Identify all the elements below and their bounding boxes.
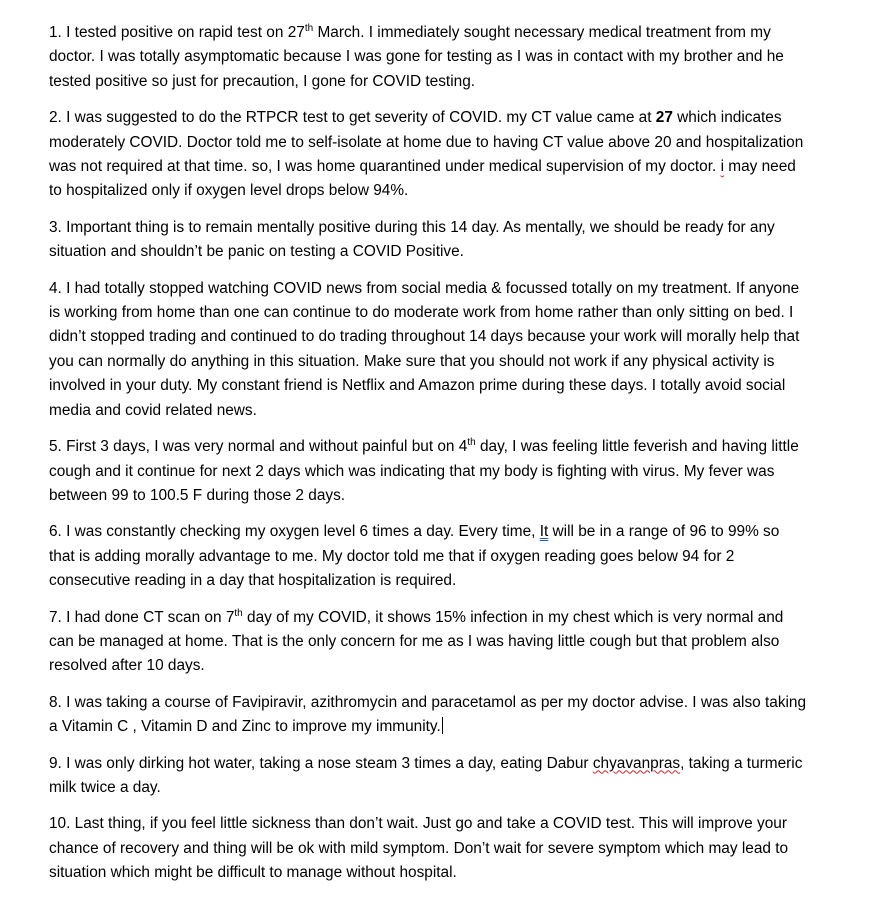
text-run: 3. Important thing is to remain mentally positive during this 14 day. As mentally, we should be ready for any situation and shouldn’t be panic on testing a COVID Positive. (49, 218, 775, 261)
text-run: 6. I was constantly checking my oxygen level 6 times a day. Every time, (49, 523, 540, 541)
paragraph-9 (49, 752, 809, 801)
paragraph-10 (49, 812, 809, 885)
paragraph-7 (49, 606, 809, 679)
text-run: 7. I had done CT scan on 7 (49, 608, 235, 626)
text-run: 1. I tested positive on rapid test on 27 (49, 24, 305, 41)
text-run: , taking a turmeric milk twice a day. (49, 754, 803, 796)
paragraph-8 (49, 691, 809, 740)
text-run: March. I immediately sought necessary medical treatment from my doctor. I was totally asymptomatic because I was gone for testing as I was in contact with my brother and he tested positive so just for precaution, I gone for COVID testing. (49, 24, 784, 90)
text-run: 8. I was taking a course of Favipiravir, azithromycin and paracetamol as per my doctor advise. I was also taking a Vitamin C , Vitamin D and Zinc to improve my immunity. (49, 693, 807, 736)
text-run: may need to hospitalized only if oxygen level drops below 94%. (49, 158, 796, 200)
ordinal-superscript: th (234, 607, 243, 619)
text-run: 9. I was only dirking hot water, taking a nose steam 3 times a day, eating Dabur (49, 754, 593, 772)
text-run: 5. First 3 days, I was very normal and without painful but on 4 (49, 438, 468, 456)
paragraph-3 (49, 216, 809, 265)
text-cursor (442, 717, 443, 734)
spelling-error-word[interactable]: chyavanpras (592, 754, 681, 772)
spelling-error-word[interactable]: i (720, 158, 724, 176)
paragraph-6 (49, 520, 809, 593)
text-run: 10. Last thing, if you feel little sickness than don’t wait. Just go and take a COVID test. This will improve your chance of recovery and thing will be ok with mild symptom. Don’t wait for severe symptom which may lead to situation which might be difficult to manage without hospital. (49, 815, 789, 882)
paragraph-5 (49, 435, 809, 508)
text-run: 4. I had totally stopped watching COVID news from social media & focussed totally on my treatment. If anyone is working from home than one can continue to do moderate work from home rather than only sitting on bed. I didn’t stopped trading and continued to do trading throughout 14 days because your work will morally help that you can normally do anything in this situation. Make sure that you should not work if any physical activity is involved in your duty. My constant friend is Netflix and Amazon prime during these days. I totally avoid social media and covid related news. (49, 279, 800, 419)
text-run: which indicates moderately COVID. Doctor told me to self-isolate at home due to having CT value above 20 and hospitalization was not required at that time. so, I was home quarantined under medical supervision of my doctor. (49, 109, 804, 176)
text-run: day of my COVID, it shows 15% infection in my chest which is very normal and can be managed at home. That is the only concern for me as I was having little cough but that problem also resolved after 10 days. (49, 608, 784, 675)
text-run: 2. I was suggested to do the RTPCR test to get severity of COVID. my CT value came at (49, 109, 656, 127)
paragraph-2 (49, 106, 809, 204)
document-body[interactable] (49, 21, 809, 886)
paragraph-4 (49, 277, 809, 423)
ordinal-superscript: th (304, 22, 314, 34)
ordinal-superscript: th (467, 436, 476, 448)
grammar-error-word[interactable]: It (539, 523, 549, 541)
text-run: day, I was feeling little feverish and having little cough and it continue for next 2 days which was indicating that my body is fighting with virus. My fever was between 99 to 100.5 F during those 2 days. (49, 438, 799, 504)
paragraph-1 (49, 21, 809, 94)
ct-value-bold: 27 (655, 109, 673, 127)
text-run: will be in a range of 96 to 99% so that is adding morally advantage to me. My doctor told me that if oxygen reading goes below 94 for 2 consecutive reading in a day that hospitalization is required. (49, 523, 780, 590)
